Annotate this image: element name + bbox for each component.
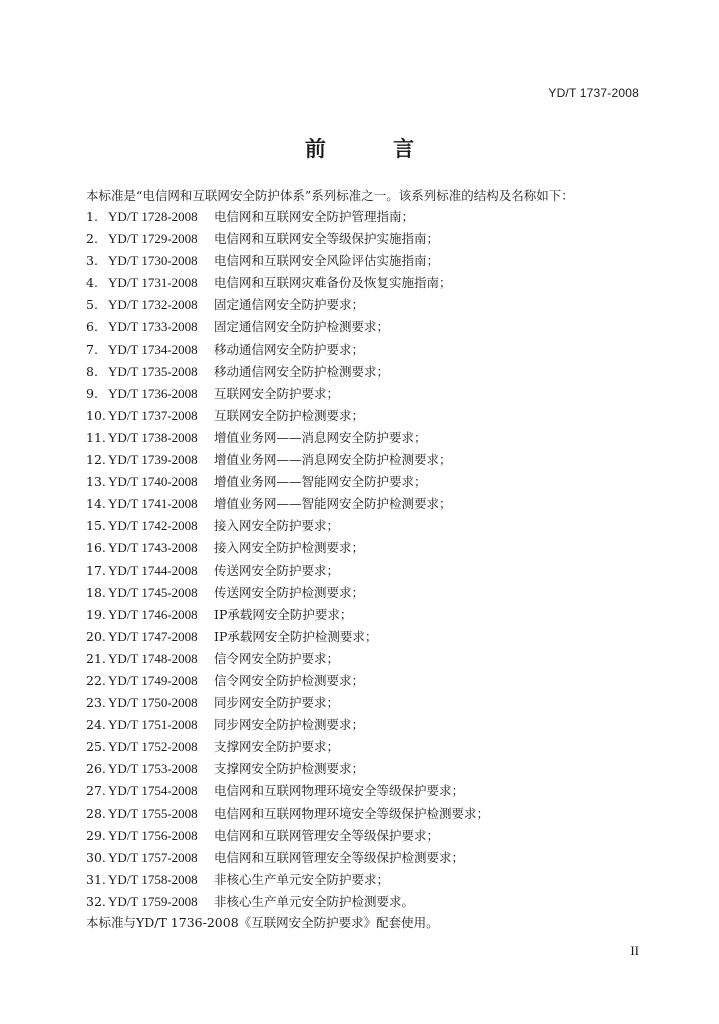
list-item	[86, 206, 489, 228]
item-standard-title: 接入网安全防护检测要求；	[214, 540, 365, 556]
item-standard-title: 固定通信网安全防护要求；	[214, 297, 365, 313]
item-number: 1.	[86, 209, 98, 224]
item-standard-code: YD/T 1732-2008	[108, 297, 198, 313]
intro-paragraph: 本标准是“电信网和互联网安全防护体系”系列标准之一。该系列标准的结构及名称如下：	[86, 188, 574, 203]
item-standard-title: 移动通信网安全防护检测要求；	[214, 363, 390, 379]
item-standard-code: YD/T 1752-2008	[108, 739, 198, 755]
item-number: 30.	[86, 849, 106, 865]
item-number: 6.	[86, 319, 98, 335]
list-item	[86, 405, 489, 427]
item-number: 17.	[86, 562, 106, 578]
item-standard-title: 传送网安全防护要求；	[214, 562, 340, 578]
item-number: 11.	[86, 429, 106, 445]
list-item	[86, 714, 489, 736]
item-number: 22.	[86, 672, 106, 688]
item-number: 14.	[86, 496, 106, 512]
item-standard-code: YD/T 1757-2008	[108, 849, 198, 865]
item-number: 28.	[86, 805, 106, 821]
item-standard-code: YD/T 1733-2008	[108, 319, 198, 335]
closing-paragraph: 本标准与YD/T 1736-2008《互联网安全防护要求》配套使用。	[86, 915, 439, 930]
list-item	[86, 339, 489, 361]
item-standard-title: 支撑网安全防护检测要求；	[214, 761, 365, 777]
item-standard-title: 同步网安全防护要求；	[214, 695, 340, 711]
item-standard-title: 接入网安全防护要求；	[214, 518, 340, 534]
item-number: 21.	[86, 650, 106, 666]
list-item	[86, 228, 489, 250]
item-number: 23.	[86, 695, 106, 711]
item-number: 18.	[86, 584, 106, 600]
item-standard-code: YD/T 1736-2008	[108, 385, 198, 401]
item-number: 29.	[86, 827, 106, 843]
item-standard-title: 互联网安全防护检测要求；	[214, 407, 365, 423]
list-item	[86, 626, 489, 648]
item-number: 16.	[86, 540, 106, 556]
item-standard-code: YD/T 1747-2008	[108, 628, 198, 644]
list-item	[86, 869, 489, 891]
list-item	[86, 361, 489, 383]
item-number: 8.	[86, 363, 98, 379]
item-number: 32.	[86, 893, 106, 909]
list-item	[86, 758, 489, 780]
item-standard-code: YD/T 1755-2008	[108, 805, 198, 821]
item-number: 24.	[86, 717, 106, 733]
list-item	[86, 272, 489, 294]
list-item	[86, 537, 489, 559]
item-standard-title: 增值业务网——智能网安全防护检测要求；	[214, 496, 452, 512]
item-number: 20.	[86, 628, 106, 644]
item-standard-code: YD/T 1741-2008	[108, 496, 198, 512]
item-number: 9.	[86, 385, 98, 401]
list-item	[86, 493, 489, 515]
item-standard-code: YD/T 1746-2008	[108, 606, 198, 622]
preface-title: 前 言	[304, 137, 445, 161]
item-number: 19.	[86, 606, 106, 622]
item-standard-title: 非核心生产单元安全防护检测要求。	[214, 893, 415, 909]
item-number: 31.	[86, 871, 106, 887]
item-standard-code: YD/T 1754-2008	[108, 783, 198, 799]
list-item	[86, 449, 489, 471]
item-standard-code: YD/T 1759-2008	[108, 893, 198, 909]
list-item	[86, 560, 489, 582]
item-standard-code: YD/T 1734-2008	[108, 341, 198, 357]
item-standard-code: YD/T 1748-2008	[108, 650, 198, 666]
document-code: YD/T 1737-2008	[548, 86, 639, 100]
item-standard-code: YD/T 1750-2008	[108, 695, 198, 711]
list-item	[86, 604, 489, 626]
item-standard-code: YD/T 1731-2008	[108, 275, 198, 291]
item-number: 25.	[86, 739, 106, 755]
item-number: 13.	[86, 474, 106, 490]
item-standard-code: YD/T 1738-2008	[108, 429, 198, 445]
item-standard-code: YD/T 1753-2008	[108, 761, 198, 777]
item-standard-code: YD/T 1756-2008	[108, 827, 198, 843]
item-standard-code: YD/T 1729-2008	[108, 231, 198, 247]
item-number: 27.	[86, 783, 106, 799]
list-item	[86, 692, 489, 714]
item-standard-title: IP承载网安全防护检测要求；	[214, 628, 378, 644]
item-standard-title: 增值业务网——消息网安全防护检测要求；	[214, 452, 452, 468]
item-standard-code: YD/T 1735-2008	[108, 363, 198, 379]
item-number: 3.	[86, 253, 98, 269]
item-standard-code: YD/T 1751-2008	[108, 717, 198, 733]
list-item	[86, 670, 489, 692]
list-item	[86, 736, 489, 758]
item-standard-title: 互联网安全防护要求；	[214, 385, 340, 401]
item-standard-code: YD/T 1739-2008	[108, 452, 198, 468]
item-standard-code: YD/T 1742-2008	[108, 518, 198, 534]
item-standard-code: YD/T 1728-2008	[108, 209, 198, 224]
item-standard-code: YD/T 1745-2008	[108, 584, 198, 600]
item-standard-title: IP承载网安全防护要求；	[214, 606, 353, 622]
list-item	[86, 780, 489, 802]
item-standard-title: 电信网和互联网物理环境安全等级保护检测要求；	[214, 805, 490, 821]
item-number: 26.	[86, 761, 106, 777]
item-standard-title: 电信网和互联网灾难备份及恢复实施指南；	[214, 275, 452, 291]
list-item	[86, 427, 489, 449]
item-standard-title: 信令网安全防护要求；	[214, 650, 340, 666]
item-standard-code: YD/T 1758-2008	[108, 871, 198, 887]
item-number: 15.	[86, 518, 106, 534]
list-item	[86, 471, 489, 493]
item-standard-code: YD/T 1743-2008	[108, 540, 198, 556]
list-item	[86, 316, 489, 338]
item-standard-code: YD/T 1737-2008	[108, 407, 198, 423]
item-standard-title: 支撑网安全防护要求；	[214, 739, 340, 755]
item-standard-title: 电信网和互联网安全风险评估实施指南；	[214, 253, 440, 269]
item-standard-code: YD/T 1749-2008	[108, 672, 198, 688]
item-standard-title: 电信网和互联网管理安全等级保护检测要求；	[214, 849, 465, 865]
page-number: II	[630, 943, 639, 958]
item-standard-code: YD/T 1740-2008	[108, 474, 198, 490]
item-standard-title: 传送网安全防护检测要求；	[214, 584, 365, 600]
list-item	[86, 582, 489, 604]
standard-list	[86, 206, 489, 913]
item-standard-title: 增值业务网——消息网安全防护要求；	[214, 429, 427, 445]
list-item	[86, 825, 489, 847]
item-standard-title: 移动通信网安全防护要求；	[214, 341, 365, 357]
item-standard-title: 电信网和互联网管理安全等级保护要求；	[214, 827, 440, 843]
item-standard-title: 同步网安全防护检测要求；	[214, 717, 365, 733]
item-number: 4.	[86, 275, 98, 291]
item-standard-title: 电信网和互联网物理环境安全等级保护要求；	[214, 783, 465, 799]
list-item	[86, 891, 489, 913]
item-standard-title: 增值业务网——智能网安全防护要求；	[214, 474, 427, 490]
list-item	[86, 648, 489, 670]
item-standard-code: YD/T 1744-2008	[108, 562, 198, 578]
list-item	[86, 250, 489, 272]
list-item	[86, 803, 489, 825]
list-item	[86, 515, 489, 537]
item-number: 10.	[86, 407, 106, 423]
item-number: 5.	[86, 297, 98, 313]
item-number: 12.	[86, 452, 106, 468]
item-standard-title: 非核心生产单元安全防护要求；	[214, 871, 390, 887]
list-item	[86, 847, 489, 869]
item-standard-title: 信令网安全防护检测要求；	[214, 672, 365, 688]
item-standard-title: 固定通信网安全防护检测要求；	[214, 319, 390, 335]
item-number: 7.	[86, 341, 98, 357]
item-number: 2.	[86, 231, 98, 247]
item-standard-title: 电信网和互联网安全等级保护实施指南；	[214, 231, 440, 247]
list-item	[86, 294, 489, 316]
list-item	[86, 383, 489, 405]
item-standard-title: 电信网和互联网安全防护管理指南；	[214, 209, 415, 224]
item-standard-code: YD/T 1730-2008	[108, 253, 198, 269]
